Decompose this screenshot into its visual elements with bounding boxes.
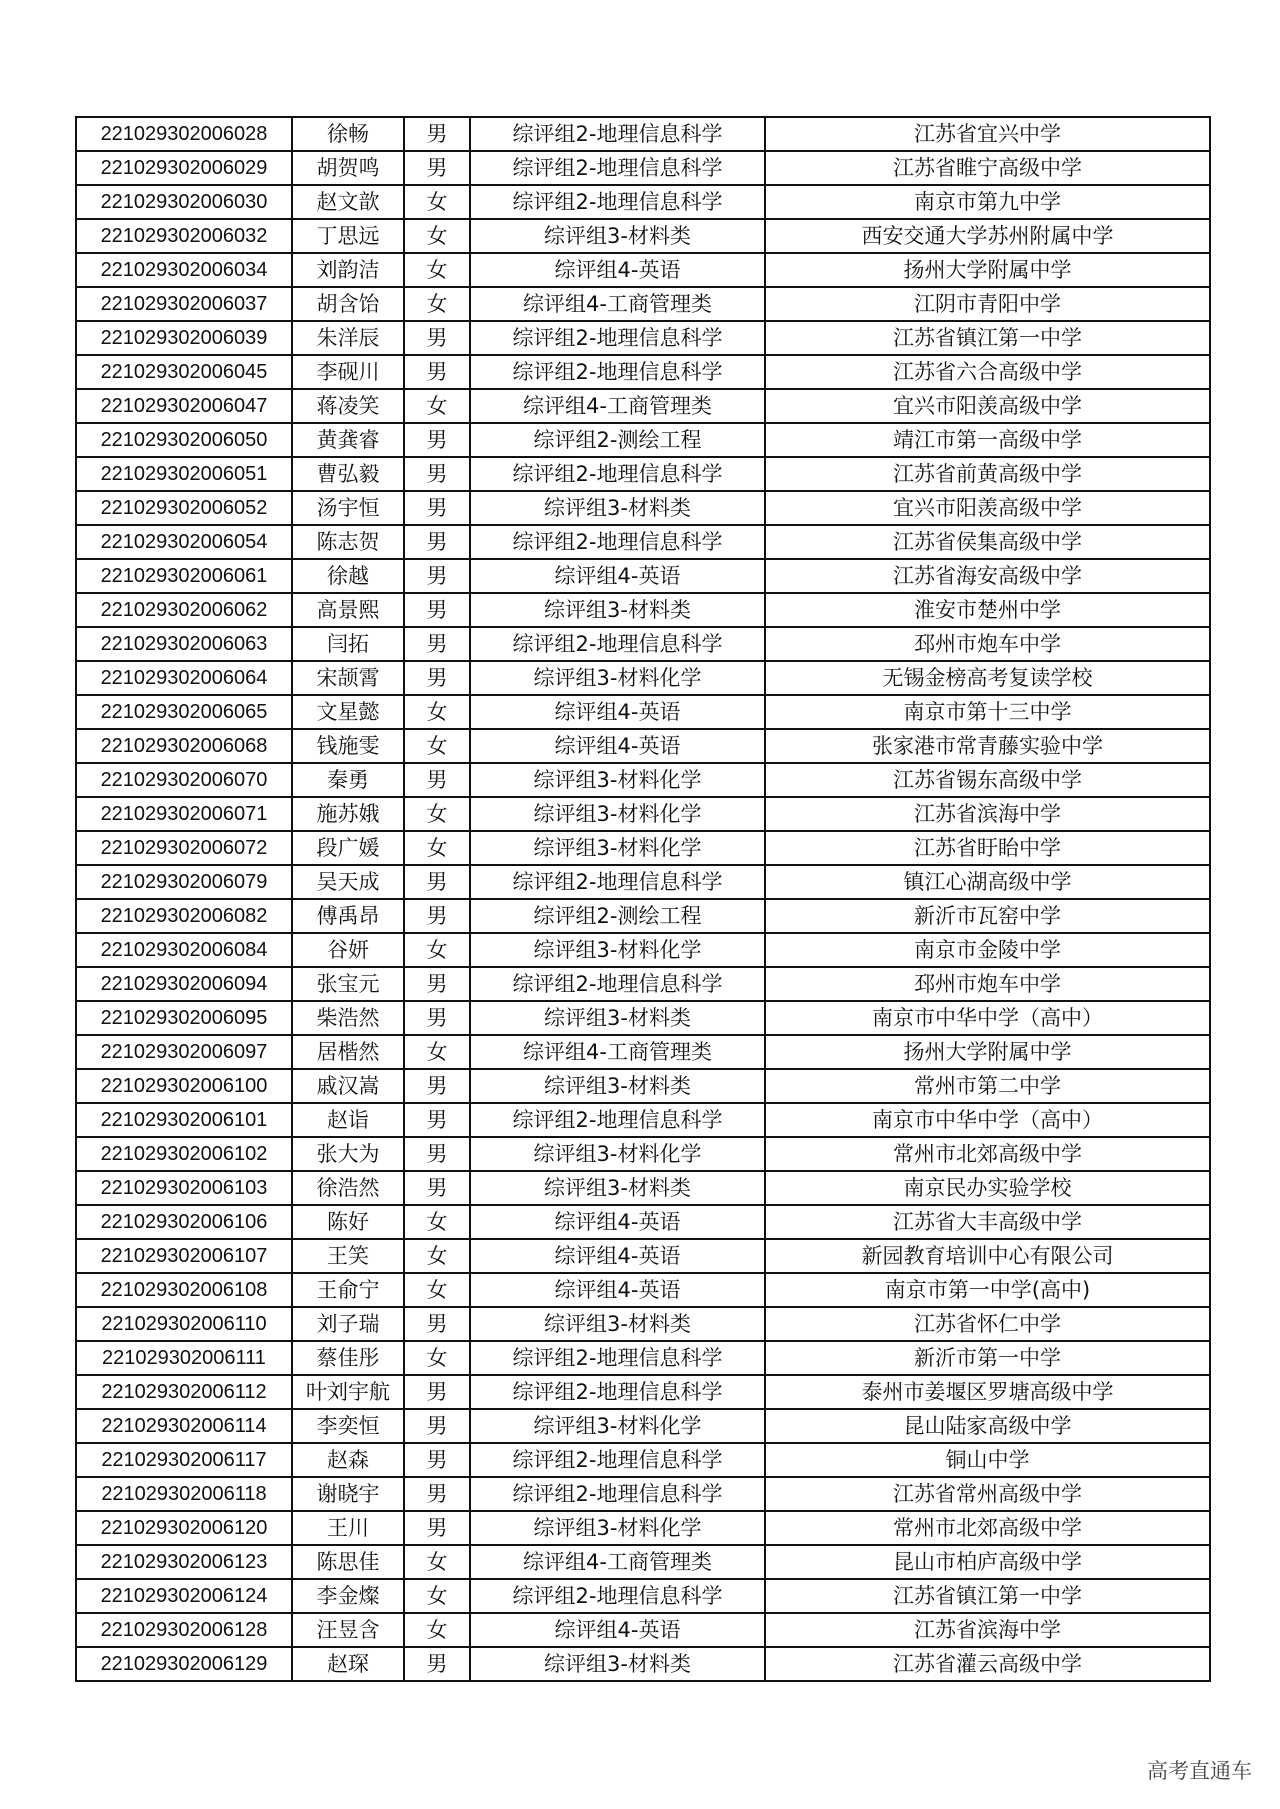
school-cell: 江苏省宜兴中学: [765, 117, 1210, 151]
name-cell: 赵琛: [292, 1647, 404, 1681]
table-row: [76, 559, 1210, 593]
candidate-id-cell: 221029302006052: [76, 491, 292, 525]
candidate-id-cell: 221029302006101: [76, 1103, 292, 1137]
name-cell: 张大为: [292, 1137, 404, 1171]
school-cell: 江苏省盱眙中学: [765, 831, 1210, 865]
candidate-id-cell: 221029302006028: [76, 117, 292, 151]
name-cell: 徐越: [292, 559, 404, 593]
candidate-id-cell: 221029302006029: [76, 151, 292, 185]
name-cell: 汪昱含: [292, 1613, 404, 1647]
group-major-cell: 综评组4-工商管理类: [470, 1545, 765, 1579]
group-major-cell: 综评组3-材料化学: [470, 1137, 765, 1171]
table-row: [76, 253, 1210, 287]
table-row: [76, 491, 1210, 525]
gender-cell: 女: [404, 1613, 470, 1647]
group-major-cell: 综评组3-材料类: [470, 1307, 765, 1341]
table-row: [76, 525, 1210, 559]
school-cell: 江苏省滨海中学: [765, 797, 1210, 831]
gender-cell: 女: [404, 185, 470, 219]
name-cell: 王俞宁: [292, 1273, 404, 1307]
candidate-id-cell: 221029302006095: [76, 1001, 292, 1035]
table-row: [76, 457, 1210, 491]
table-row: [76, 1137, 1210, 1171]
gender-cell: 男: [404, 1511, 470, 1545]
table-row: [76, 763, 1210, 797]
candidate-id-cell: 221029302006062: [76, 593, 292, 627]
school-cell: 常州市北郊高级中学: [765, 1137, 1210, 1171]
candidate-id-cell: 221029302006106: [76, 1205, 292, 1239]
group-major-cell: 综评组3-材料类: [470, 1001, 765, 1035]
gender-cell: 男: [404, 525, 470, 559]
name-cell: 施苏娥: [292, 797, 404, 831]
school-cell: 靖江市第一高级中学: [765, 423, 1210, 457]
candidate-id-cell: 221029302006128: [76, 1613, 292, 1647]
school-cell: 江苏省滨海中学: [765, 1613, 1210, 1647]
name-cell: 陈好: [292, 1205, 404, 1239]
group-major-cell: 综评组4-工商管理类: [470, 1035, 765, 1069]
table-row: [76, 1035, 1210, 1069]
candidate-id-cell: 221029302006108: [76, 1273, 292, 1307]
name-cell: 王笑: [292, 1239, 404, 1273]
gender-cell: 男: [404, 423, 470, 457]
candidate-id-cell: 221029302006084: [76, 933, 292, 967]
gender-cell: 男: [404, 1001, 470, 1035]
candidate-id-cell: 221029302006072: [76, 831, 292, 865]
group-major-cell: 综评组2-地理信息科学: [470, 1579, 765, 1613]
candidate-id-cell: 221029302006117: [76, 1443, 292, 1477]
gender-cell: 男: [404, 1477, 470, 1511]
name-cell: 蔡佳彤: [292, 1341, 404, 1375]
name-cell: 赵文歆: [292, 185, 404, 219]
school-cell: 常州市北郊高级中学: [765, 1511, 1210, 1545]
name-cell: 张宝元: [292, 967, 404, 1001]
group-major-cell: 综评组4-英语: [470, 253, 765, 287]
group-major-cell: 综评组3-材料类: [470, 1069, 765, 1103]
school-cell: 江苏省侯集高级中学: [765, 525, 1210, 559]
school-cell: 江苏省海安高级中学: [765, 559, 1210, 593]
school-cell: 新沂市第一中学: [765, 1341, 1210, 1375]
group-major-cell: 综评组3-材料化学: [470, 831, 765, 865]
group-major-cell: 综评组2-地理信息科学: [470, 1103, 765, 1137]
table-row: [76, 1103, 1210, 1137]
group-major-cell: 综评组2-测绘工程: [470, 899, 765, 933]
school-cell: 江苏省睢宁高级中学: [765, 151, 1210, 185]
group-major-cell: 综评组2-地理信息科学: [470, 457, 765, 491]
candidate-id-cell: 221029302006030: [76, 185, 292, 219]
candidate-id-cell: 221029302006064: [76, 661, 292, 695]
group-major-cell: 综评组2-地理信息科学: [470, 525, 765, 559]
gender-cell: 男: [404, 151, 470, 185]
group-major-cell: 综评组3-材料化学: [470, 1409, 765, 1443]
name-cell: 谢晓宇: [292, 1477, 404, 1511]
name-cell: 刘韵洁: [292, 253, 404, 287]
table-row: [76, 899, 1210, 933]
admission-list-table: [75, 116, 1211, 1682]
gender-cell: 男: [404, 559, 470, 593]
candidate-id-cell: 221029302006100: [76, 1069, 292, 1103]
gender-cell: 男: [404, 1409, 470, 1443]
candidate-id-cell: 221029302006129: [76, 1647, 292, 1681]
school-cell: 扬州大学附属中学: [765, 1035, 1210, 1069]
group-major-cell: 综评组4-工商管理类: [470, 389, 765, 423]
name-cell: 闫拓: [292, 627, 404, 661]
school-cell: 南京市第九中学: [765, 185, 1210, 219]
name-cell: 李砚川: [292, 355, 404, 389]
school-cell: 邳州市炮车中学: [765, 967, 1210, 1001]
table-row: [76, 593, 1210, 627]
name-cell: 胡贺鸣: [292, 151, 404, 185]
group-major-cell: 综评组4-英语: [470, 729, 765, 763]
school-cell: 淮安市楚州中学: [765, 593, 1210, 627]
name-cell: 高景熙: [292, 593, 404, 627]
candidate-id-cell: 221029302006112: [76, 1375, 292, 1409]
school-cell: 江阴市青阳中学: [765, 287, 1210, 321]
gender-cell: 男: [404, 1443, 470, 1477]
name-cell: 秦勇: [292, 763, 404, 797]
table-row: [76, 117, 1210, 151]
gender-cell: 女: [404, 933, 470, 967]
group-major-cell: 综评组3-材料类: [470, 593, 765, 627]
table-row: [76, 1205, 1210, 1239]
candidate-id-cell: 221029302006071: [76, 797, 292, 831]
name-cell: 李奕恒: [292, 1409, 404, 1443]
watermark-text: 高考直通车: [1147, 1759, 1252, 1783]
candidate-id-cell: 221029302006032: [76, 219, 292, 253]
table-row: [76, 355, 1210, 389]
gender-cell: 女: [404, 831, 470, 865]
candidate-id-cell: 221029302006039: [76, 321, 292, 355]
group-major-cell: 综评组3-材料化学: [470, 1511, 765, 1545]
candidate-id-cell: 221029302006065: [76, 695, 292, 729]
school-cell: 张家港市常青藤实验中学: [765, 729, 1210, 763]
group-major-cell: 综评组3-材料类: [470, 491, 765, 525]
group-major-cell: 综评组2-地理信息科学: [470, 355, 765, 389]
gender-cell: 男: [404, 491, 470, 525]
school-cell: 南京市中华中学（高中）: [765, 1001, 1210, 1035]
candidate-id-cell: 221029302006068: [76, 729, 292, 763]
table-row: [76, 729, 1210, 763]
school-cell: 新沂市瓦窑中学: [765, 899, 1210, 933]
school-cell: 江苏省镇江第一中学: [765, 1579, 1210, 1613]
gender-cell: 男: [404, 899, 470, 933]
gender-cell: 女: [404, 287, 470, 321]
school-cell: 无锡金榜高考复读学校: [765, 661, 1210, 695]
name-cell: 朱洋辰: [292, 321, 404, 355]
candidate-id-cell: 221029302006047: [76, 389, 292, 423]
school-cell: 宜兴市阳羡高级中学: [765, 491, 1210, 525]
gender-cell: 男: [404, 321, 470, 355]
name-cell: 宋颉霄: [292, 661, 404, 695]
candidate-id-cell: 221029302006123: [76, 1545, 292, 1579]
gender-cell: 女: [404, 729, 470, 763]
group-major-cell: 综评组2-地理信息科学: [470, 865, 765, 899]
table-row: [76, 151, 1210, 185]
candidate-id-cell: 221029302006037: [76, 287, 292, 321]
name-cell: 蒋凌笑: [292, 389, 404, 423]
group-major-cell: 综评组4-英语: [470, 1205, 765, 1239]
school-cell: 南京市第一中学(高中): [765, 1273, 1210, 1307]
gender-cell: 女: [404, 695, 470, 729]
school-cell: 新园教育培训中心有限公司: [765, 1239, 1210, 1273]
gender-cell: 男: [404, 1307, 470, 1341]
gender-cell: 男: [404, 967, 470, 1001]
candidate-id-cell: 221029302006061: [76, 559, 292, 593]
school-cell: 铜山中学: [765, 1443, 1210, 1477]
table-row: [76, 389, 1210, 423]
candidate-id-cell: 221029302006054: [76, 525, 292, 559]
name-cell: 叶刘宇航: [292, 1375, 404, 1409]
gender-cell: 女: [404, 1273, 470, 1307]
group-major-cell: 综评组2-地理信息科学: [470, 1443, 765, 1477]
group-major-cell: 综评组3-材料化学: [470, 797, 765, 831]
gender-cell: 男: [404, 627, 470, 661]
school-cell: 南京市第十三中学: [765, 695, 1210, 729]
group-major-cell: 综评组4-英语: [470, 695, 765, 729]
school-cell: 邳州市炮车中学: [765, 627, 1210, 661]
school-cell: 江苏省怀仁中学: [765, 1307, 1210, 1341]
name-cell: 赵森: [292, 1443, 404, 1477]
gender-cell: 男: [404, 117, 470, 151]
candidate-id-cell: 221029302006118: [76, 1477, 292, 1511]
school-cell: 泰州市姜堰区罗塘高级中学: [765, 1375, 1210, 1409]
name-cell: 胡含饴: [292, 287, 404, 321]
group-major-cell: 综评组2-地理信息科学: [470, 151, 765, 185]
name-cell: 陈思佳: [292, 1545, 404, 1579]
table-row: [76, 627, 1210, 661]
table-row: [76, 661, 1210, 695]
candidate-id-cell: 221029302006045: [76, 355, 292, 389]
group-major-cell: 综评组4-英语: [470, 1239, 765, 1273]
table-row: [76, 1069, 1210, 1103]
gender-cell: 男: [404, 1375, 470, 1409]
candidate-id-cell: 221029302006107: [76, 1239, 292, 1273]
candidate-id-cell: 221029302006034: [76, 253, 292, 287]
name-cell: 吴天成: [292, 865, 404, 899]
gender-cell: 男: [404, 865, 470, 899]
table-row: [76, 1307, 1210, 1341]
school-cell: 江苏省灌云高级中学: [765, 1647, 1210, 1681]
table-row: [76, 1545, 1210, 1579]
name-cell: 柴浩然: [292, 1001, 404, 1035]
candidate-id-cell: 221029302006070: [76, 763, 292, 797]
gender-cell: 男: [404, 661, 470, 695]
table-row: [76, 1341, 1210, 1375]
table-row: [76, 933, 1210, 967]
table-row: [76, 865, 1210, 899]
school-cell: 扬州大学附属中学: [765, 253, 1210, 287]
group-major-cell: 综评组2-地理信息科学: [470, 185, 765, 219]
gender-cell: 女: [404, 389, 470, 423]
gender-cell: 男: [404, 1069, 470, 1103]
name-cell: 戚汉嵩: [292, 1069, 404, 1103]
name-cell: 黄龚睿: [292, 423, 404, 457]
school-cell: 江苏省大丰高级中学: [765, 1205, 1210, 1239]
table-row: [76, 1409, 1210, 1443]
group-major-cell: 综评组4-英语: [470, 1273, 765, 1307]
table-row: [76, 831, 1210, 865]
group-major-cell: 综评组2-地理信息科学: [470, 627, 765, 661]
group-major-cell: 综评组2-地理信息科学: [470, 1341, 765, 1375]
name-cell: 赵诣: [292, 1103, 404, 1137]
group-major-cell: 综评组2-地理信息科学: [470, 967, 765, 1001]
group-major-cell: 综评组2-地理信息科学: [470, 321, 765, 355]
name-cell: 居楷然: [292, 1035, 404, 1069]
gender-cell: 女: [404, 1205, 470, 1239]
name-cell: 李金燦: [292, 1579, 404, 1613]
school-cell: 西安交通大学苏州附属中学: [765, 219, 1210, 253]
name-cell: 刘子瑞: [292, 1307, 404, 1341]
school-cell: 镇江心湖高级中学: [765, 865, 1210, 899]
table-row: [76, 1375, 1210, 1409]
gender-cell: 女: [404, 1239, 470, 1273]
table-row: [76, 1647, 1210, 1681]
table-row: [76, 1239, 1210, 1273]
table-body: [76, 117, 1210, 1681]
gender-cell: 女: [404, 1579, 470, 1613]
group-major-cell: 综评组2-地理信息科学: [470, 117, 765, 151]
candidate-id-cell: 221029302006120: [76, 1511, 292, 1545]
gender-cell: 女: [404, 1035, 470, 1069]
school-cell: 昆山陆家高级中学: [765, 1409, 1210, 1443]
table-row: [76, 1273, 1210, 1307]
candidate-id-cell: 221029302006102: [76, 1137, 292, 1171]
group-major-cell: 综评组3-材料类: [470, 1171, 765, 1205]
candidate-id-cell: 221029302006103: [76, 1171, 292, 1205]
school-cell: 昆山市柏庐高级中学: [765, 1545, 1210, 1579]
gender-cell: 男: [404, 763, 470, 797]
school-cell: 宜兴市阳羡高级中学: [765, 389, 1210, 423]
group-major-cell: 综评组2-地理信息科学: [470, 1477, 765, 1511]
table-row: [76, 1171, 1210, 1205]
group-major-cell: 综评组3-材料化学: [470, 933, 765, 967]
gender-cell: 男: [404, 1103, 470, 1137]
name-cell: 徐畅: [292, 117, 404, 151]
group-major-cell: 综评组3-材料类: [470, 1647, 765, 1681]
table-row: [76, 321, 1210, 355]
table-row: [76, 219, 1210, 253]
gender-cell: 男: [404, 593, 470, 627]
name-cell: 文星懿: [292, 695, 404, 729]
gender-cell: 女: [404, 219, 470, 253]
school-cell: 江苏省六合高级中学: [765, 355, 1210, 389]
name-cell: 曹弘毅: [292, 457, 404, 491]
name-cell: 丁思远: [292, 219, 404, 253]
school-cell: 江苏省镇江第一中学: [765, 321, 1210, 355]
table-row: [76, 1579, 1210, 1613]
name-cell: 钱施雯: [292, 729, 404, 763]
gender-cell: 女: [404, 1341, 470, 1375]
group-major-cell: 综评组3-材料类: [470, 219, 765, 253]
gender-cell: 男: [404, 1171, 470, 1205]
group-major-cell: 综评组4-工商管理类: [470, 287, 765, 321]
name-cell: 汤宇恒: [292, 491, 404, 525]
school-cell: 江苏省前黄高级中学: [765, 457, 1210, 491]
name-cell: 陈志贺: [292, 525, 404, 559]
candidate-id-cell: 221029302006094: [76, 967, 292, 1001]
gender-cell: 女: [404, 1545, 470, 1579]
candidate-id-cell: 221029302006124: [76, 1579, 292, 1613]
school-cell: 江苏省常州高级中学: [765, 1477, 1210, 1511]
name-cell: 徐浩然: [292, 1171, 404, 1205]
table-row: [76, 185, 1210, 219]
candidate-id-cell: 221029302006114: [76, 1409, 292, 1443]
candidate-id-cell: 221029302006111: [76, 1341, 292, 1375]
candidate-id-cell: 221029302006079: [76, 865, 292, 899]
table-row: [76, 1001, 1210, 1035]
candidate-id-cell: 221029302006097: [76, 1035, 292, 1069]
school-cell: 南京民办实验学校: [765, 1171, 1210, 1205]
group-major-cell: 综评组4-英语: [470, 559, 765, 593]
gender-cell: 男: [404, 457, 470, 491]
table-row: [76, 423, 1210, 457]
gender-cell: 男: [404, 1647, 470, 1681]
table-row: [76, 967, 1210, 1001]
name-cell: 段广媛: [292, 831, 404, 865]
table-row: [76, 1443, 1210, 1477]
gender-cell: 女: [404, 797, 470, 831]
school-cell: 江苏省锡东高级中学: [765, 763, 1210, 797]
candidate-id-cell: 221029302006051: [76, 457, 292, 491]
candidate-id-cell: 221029302006082: [76, 899, 292, 933]
gender-cell: 女: [404, 253, 470, 287]
school-cell: 常州市第二中学: [765, 1069, 1210, 1103]
table-row: [76, 1477, 1210, 1511]
group-major-cell: 综评组4-英语: [470, 1613, 765, 1647]
table-row: [76, 797, 1210, 831]
name-cell: 傅禹昂: [292, 899, 404, 933]
school-cell: 南京市中华中学（高中）: [765, 1103, 1210, 1137]
school-cell: 南京市金陵中学: [765, 933, 1210, 967]
group-major-cell: 综评组2-测绘工程: [470, 423, 765, 457]
group-major-cell: 综评组3-材料化学: [470, 661, 765, 695]
table-row: [76, 287, 1210, 321]
table-row: [76, 695, 1210, 729]
group-major-cell: 综评组3-材料化学: [470, 763, 765, 797]
candidate-id-cell: 221029302006110: [76, 1307, 292, 1341]
gender-cell: 男: [404, 355, 470, 389]
name-cell: 谷妍: [292, 933, 404, 967]
name-cell: 王川: [292, 1511, 404, 1545]
table-row: [76, 1613, 1210, 1647]
gender-cell: 男: [404, 1137, 470, 1171]
candidate-id-cell: 221029302006063: [76, 627, 292, 661]
table-row: [76, 1511, 1210, 1545]
candidate-id-cell: 221029302006050: [76, 423, 292, 457]
group-major-cell: 综评组2-地理信息科学: [470, 1375, 765, 1409]
